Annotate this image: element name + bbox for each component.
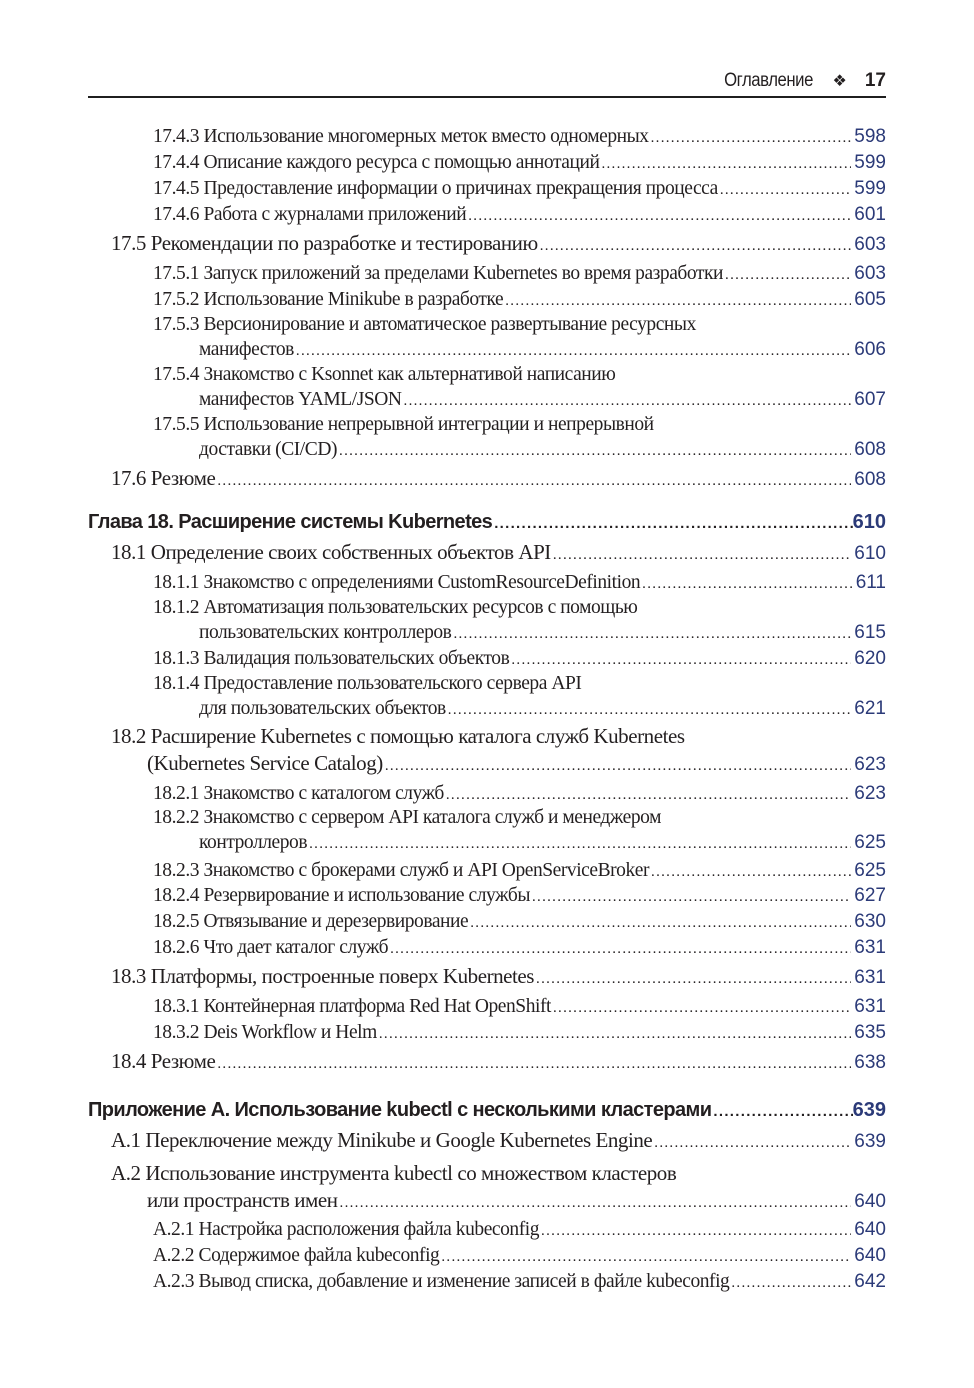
toc-page-number[interactable]: 640 bbox=[854, 1219, 886, 1240]
toc-entry-title: 18.3.1 Контейнерная платформа Red Hat OpenShift bbox=[153, 996, 551, 1017]
toc-page-number[interactable]: 603 bbox=[854, 263, 886, 284]
toc-entry-18-3[interactable] bbox=[88, 963, 886, 993]
toc-entry-18-2-4[interactable] bbox=[88, 883, 886, 910]
toc-entry-title-continued: для пользовательских объектов bbox=[199, 698, 446, 719]
toc-page-number[interactable]: 606 bbox=[854, 339, 886, 360]
dot-leader bbox=[541, 1219, 851, 1244]
toc-page-number[interactable]: 607 bbox=[854, 389, 886, 410]
toc-entry-title: 17.5 Рекомендации по разработке и тестированию bbox=[111, 231, 538, 255]
toc-entry-title: A.1 Переключение между Minikube и Google Kubernetes Engine bbox=[111, 1128, 653, 1152]
toc-entry-18-1-2[interactable] bbox=[88, 595, 886, 647]
toc-appendix-a[interactable] bbox=[88, 1097, 886, 1125]
toc-page-number[interactable]: 638 bbox=[854, 1052, 886, 1073]
toc-entry-title: 17.4.4 Описание каждого ресурса с помощью аннотаций bbox=[153, 152, 600, 173]
toc-entry-18-2[interactable] bbox=[88, 723, 886, 780]
dot-leader bbox=[540, 233, 852, 260]
toc-page-number[interactable]: 631 bbox=[854, 967, 886, 988]
toc-page-number[interactable]: 640 bbox=[854, 1245, 886, 1266]
dot-leader bbox=[731, 1271, 851, 1296]
dot-leader bbox=[453, 622, 851, 647]
toc-entry-title: 18.1.3 Валидация пользовательских объектов bbox=[153, 648, 510, 669]
toc-entry-18-4[interactable] bbox=[88, 1048, 886, 1078]
toc-entry-title: 18.3.2 Deis Workflow и Helm bbox=[153, 1022, 377, 1043]
dot-leader bbox=[468, 204, 851, 229]
toc-entry-title: 18.1.2 Автоматизация пользовательских ресурсов с помощью bbox=[153, 597, 638, 618]
dot-leader bbox=[532, 885, 851, 910]
toc-page-number[interactable]: 608 bbox=[854, 439, 886, 460]
toc-page-number[interactable]: 599 bbox=[854, 152, 886, 173]
toc-entry-title-continued: пользовательских контроллеров bbox=[199, 622, 452, 643]
dot-leader bbox=[404, 389, 852, 414]
toc-entry-a-2[interactable] bbox=[88, 1160, 886, 1217]
toc-entry-a-2-2[interactable] bbox=[88, 1243, 886, 1270]
toc-entry-title: 17.4.3 Использование многомерных меток вместо одномерных bbox=[153, 126, 649, 147]
dot-leader bbox=[720, 178, 851, 203]
toc-entry-18-1-4[interactable] bbox=[88, 671, 886, 723]
toc-entry-title: 17.4.6 Работа с журналами приложений bbox=[153, 204, 467, 225]
toc-page-number[interactable]: 631 bbox=[854, 996, 886, 1017]
toc-entry-17-6[interactable] bbox=[88, 465, 886, 495]
toc-entry-17-5-3[interactable] bbox=[88, 312, 886, 364]
dot-leader bbox=[379, 1022, 851, 1047]
toc-entry-a-1[interactable] bbox=[88, 1127, 886, 1157]
toc-entry-title: 18.2.5 Отвязывание и дерезервирование bbox=[153, 911, 469, 932]
toc-page-number[interactable]: 640 bbox=[854, 1191, 886, 1212]
running-header-title: Оглавление bbox=[723, 70, 813, 91]
dot-leader bbox=[309, 832, 851, 857]
toc-entry-title: 17.4.5 Предоставление информации о причинах прекращения процесса bbox=[153, 178, 718, 199]
toc-entry-title: 18.2 Расширение Kubernetes с помощью каталога служб Kubernetes bbox=[111, 724, 685, 748]
toc-entry-title-continued: или пространств имен bbox=[147, 1188, 338, 1212]
dot-leader bbox=[505, 289, 851, 314]
toc-entry-title: 17.5.5 Использование непрерывной интеграции и непрерывной bbox=[153, 414, 654, 435]
dot-leader bbox=[494, 510, 852, 537]
toc-entry-18-2-3[interactable] bbox=[88, 858, 886, 885]
dot-leader bbox=[642, 572, 853, 597]
toc-entry-17-4-3[interactable] bbox=[88, 124, 886, 151]
toc-page-number[interactable]: 627 bbox=[854, 885, 886, 906]
dot-leader bbox=[448, 698, 852, 723]
toc-chapter-title: Глава 18. Расширение системы Kubernetes bbox=[88, 511, 493, 533]
toc-page-number[interactable]: 610 bbox=[854, 543, 886, 564]
toc-entry-title: 18.2.4 Резервирование и использование службы bbox=[153, 885, 530, 906]
toc-page-number[interactable]: 615 bbox=[854, 622, 886, 643]
toc-entry-18-2-1[interactable] bbox=[88, 781, 886, 808]
toc-entry-title: A.2.3 Вывод списка, добавление и изменение записей в файле kubeconfig bbox=[153, 1271, 730, 1292]
toc-entry-title: 18.2.6 Что дает каталог служб bbox=[153, 937, 389, 958]
toc-chapter-18[interactable] bbox=[88, 509, 886, 537]
dot-leader bbox=[390, 937, 851, 962]
toc-entry-title: 18.3 Платформы, построенные поверх Kubernetes bbox=[111, 964, 535, 988]
dot-leader bbox=[339, 439, 851, 464]
toc-entry-17-4-5[interactable] bbox=[88, 176, 886, 203]
toc-entry-title: 18.2.1 Знакомство с каталогом служб bbox=[153, 783, 444, 804]
dot-leader bbox=[654, 1130, 851, 1157]
dot-leader bbox=[385, 753, 851, 780]
ornament-icon: ❖ bbox=[832, 73, 847, 90]
toc-entry-18-3-1[interactable] bbox=[88, 994, 886, 1021]
toc-entry-title: 18.1.4 Предоставление пользовательского сервера API bbox=[153, 673, 582, 694]
toc-entry-17-4-6[interactable] bbox=[88, 202, 886, 229]
toc-entry-title: 18.2.3 Знакомство с брокерами служб и API OpenServiceBroker bbox=[153, 860, 650, 881]
toc-page-number[interactable]: 603 bbox=[854, 234, 886, 255]
dot-leader bbox=[536, 966, 851, 993]
toc-entry-17-5-2[interactable] bbox=[88, 287, 886, 314]
toc-page-number[interactable]: 623 bbox=[854, 754, 886, 775]
dot-leader bbox=[651, 860, 851, 885]
toc-entry-18-2-5[interactable] bbox=[88, 909, 886, 936]
toc-entry-18-2-2[interactable] bbox=[88, 805, 886, 857]
toc-chapter-title: Приложение A. Использование kubectl с несколькими кластерами bbox=[88, 1099, 712, 1121]
toc-entry-title: 17.6 Резюме bbox=[111, 466, 216, 490]
toc-entry-17-5[interactable] bbox=[88, 230, 886, 260]
running-header bbox=[88, 66, 886, 98]
toc-page-number[interactable]: 621 bbox=[854, 698, 886, 719]
page-number: 17 bbox=[864, 70, 886, 91]
toc-entry-a-2-1[interactable] bbox=[88, 1217, 886, 1244]
dot-leader bbox=[217, 1051, 851, 1078]
dot-leader bbox=[553, 996, 851, 1021]
dot-leader bbox=[553, 542, 851, 569]
toc-entry-17-5-5[interactable] bbox=[88, 412, 886, 464]
toc-page-number[interactable]: 639 bbox=[852, 1099, 886, 1121]
toc-page-number[interactable]: 605 bbox=[854, 289, 886, 310]
toc-page-number[interactable]: 635 bbox=[854, 1022, 886, 1043]
toc-entry-17-5-4[interactable] bbox=[88, 362, 886, 414]
toc-entry-title: 17.5.4 Знакомство с Ksonnet как альтернативой написанию bbox=[153, 364, 616, 385]
toc-entry-title-continued: манифестов bbox=[199, 339, 294, 360]
dot-leader bbox=[713, 1098, 852, 1125]
toc-entry-title: 18.4 Резюме bbox=[111, 1049, 216, 1073]
toc-entry-18-1-1[interactable] bbox=[88, 570, 886, 597]
toc-page-number[interactable]: 625 bbox=[854, 832, 886, 853]
dot-leader bbox=[725, 263, 851, 288]
toc-entry-18-2-6[interactable] bbox=[88, 935, 886, 962]
toc-page-number[interactable]: 623 bbox=[854, 783, 886, 804]
toc-entry-18-1-3[interactable] bbox=[88, 646, 886, 673]
dot-leader bbox=[511, 648, 851, 673]
toc-entry-title: 18.2.2 Знакомство с сервером API каталога служб и менеджером bbox=[153, 807, 661, 828]
toc-entry-title: 17.5.3 Версионирование и автоматическое развертывание ресурсных bbox=[153, 314, 696, 335]
toc-entry-title-continued: доставки (CI/CD) bbox=[199, 439, 338, 460]
toc-entry-title: A.2.2 Содержимое файла kubeconfig bbox=[153, 1245, 440, 1266]
toc-page-number[interactable]: 611 bbox=[855, 572, 886, 593]
dot-leader bbox=[296, 339, 851, 364]
toc-page-number[interactable]: 642 bbox=[854, 1271, 886, 1292]
toc-entry-title-continued: контроллеров bbox=[199, 832, 308, 853]
toc-entry-title: A.2 Использование инструмента kubectl со множеством кластеров bbox=[111, 1161, 677, 1185]
toc-entry-17-4-4[interactable] bbox=[88, 150, 886, 177]
dot-leader bbox=[651, 126, 852, 151]
toc-page-number[interactable]: 598 bbox=[854, 126, 886, 147]
toc-entry-title-continued: (Kubernetes Service Catalog) bbox=[147, 751, 383, 775]
toc-entry-title: 18.1 Определение своих собственных объектов API bbox=[111, 540, 551, 564]
toc-page-number[interactable]: 608 bbox=[854, 469, 886, 490]
dot-leader bbox=[470, 911, 851, 936]
toc-page-number[interactable]: 625 bbox=[854, 860, 886, 881]
dot-leader bbox=[601, 152, 851, 177]
dot-leader bbox=[441, 1245, 851, 1270]
toc-page-number[interactable]: 601 bbox=[854, 204, 886, 225]
toc-page-number[interactable]: 631 bbox=[854, 937, 886, 958]
toc-entry-17-5-1[interactable] bbox=[88, 261, 886, 288]
toc-entry-title: 17.5.1 Запуск приложений за пределами Kubernetes во время разработки bbox=[153, 263, 724, 284]
toc-entry-title-continued: манифестов YAML/JSON bbox=[199, 389, 402, 410]
toc-entry-18-1[interactable] bbox=[88, 539, 886, 569]
toc-page-number[interactable]: 620 bbox=[854, 648, 886, 669]
toc-entry-title: 18.1.1 Знакомство с определениями CustomResourceDefinition bbox=[153, 572, 641, 593]
toc-page-number[interactable]: 639 bbox=[854, 1131, 886, 1152]
toc-page-number[interactable]: 610 bbox=[852, 511, 886, 533]
toc-entry-title: 17.5.2 Использование Minikube в разработке bbox=[153, 289, 504, 310]
dot-leader bbox=[217, 468, 851, 495]
toc-page-number[interactable]: 599 bbox=[854, 178, 886, 199]
toc-page-number[interactable]: 630 bbox=[854, 911, 886, 932]
toc-entry-18-3-2[interactable] bbox=[88, 1020, 886, 1047]
toc-entry-title: A.2.1 Настройка расположения файла kubeconfig bbox=[153, 1219, 540, 1240]
toc-entry-a-2-3[interactable] bbox=[88, 1269, 886, 1296]
dot-leader bbox=[340, 1190, 852, 1217]
